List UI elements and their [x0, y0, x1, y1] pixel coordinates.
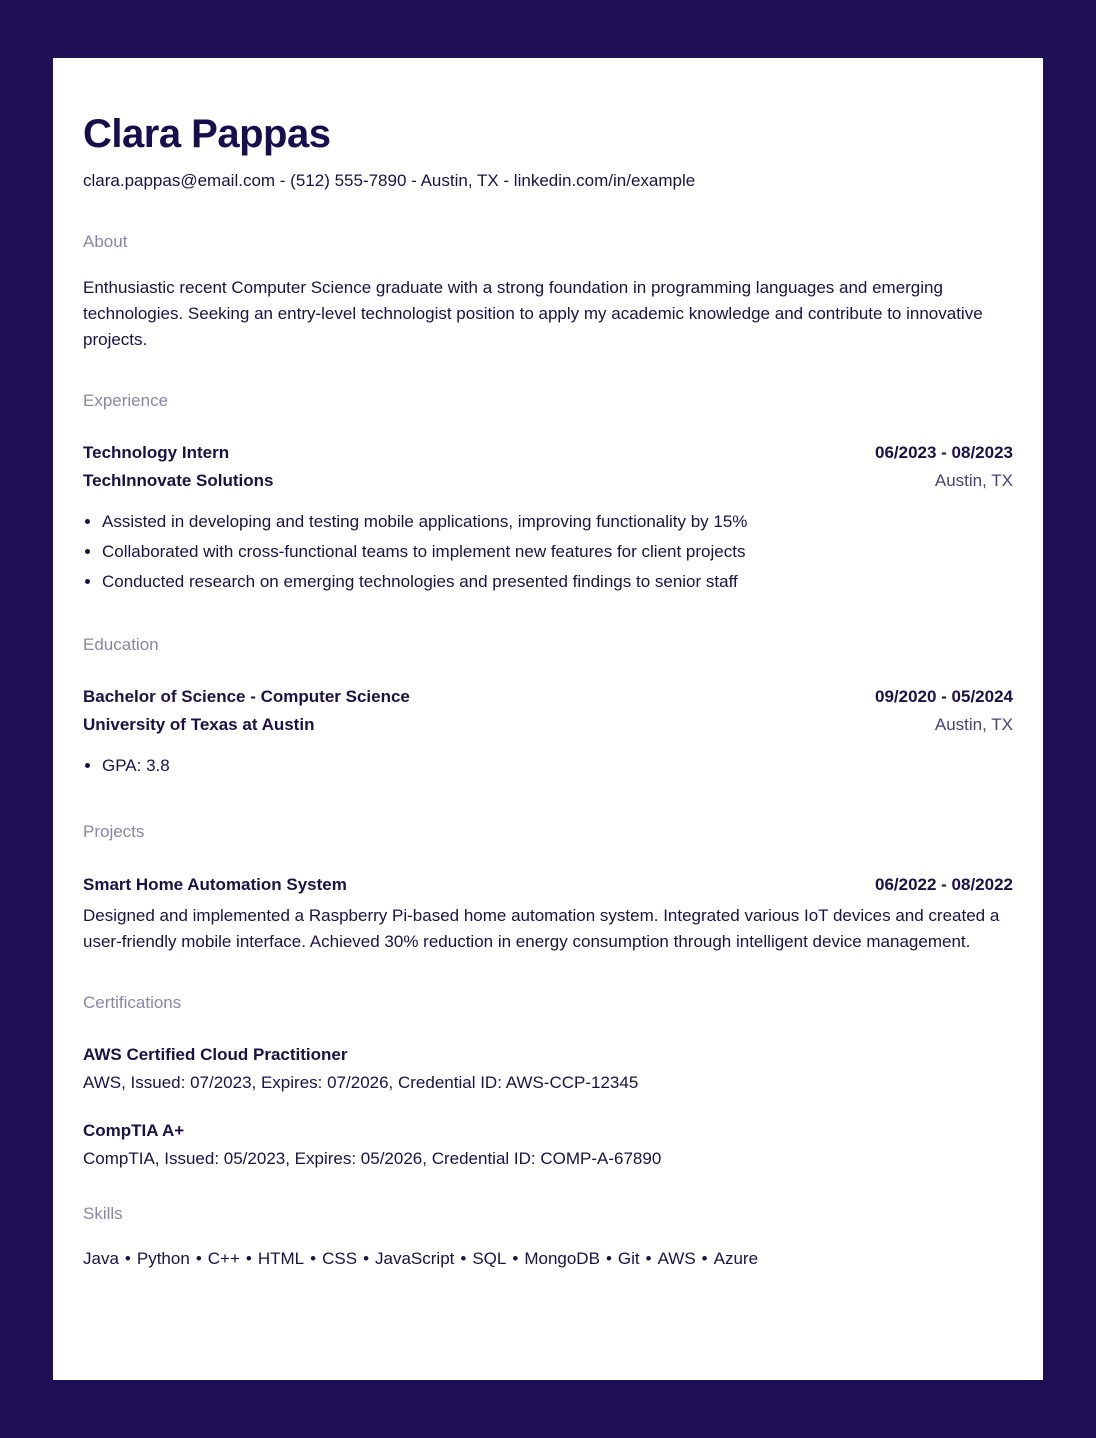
- experience-role: Technology Intern: [83, 443, 230, 462]
- project-description: Designed and implemented a Raspberry Pi-based home automation system. Integrated various IoT devices and created a user-friendly mobile interface. Achieved 30% reduction in energy consumption through intelligent device management.: [83, 906, 1000, 951]
- experience-entry-subheader: [83, 469, 1013, 493]
- certification-detail: AWS, Issued: 07/2023, Expires: 07/2026, Credential ID: AWS-CCP-12345: [83, 1073, 639, 1092]
- skill-separator: •: [245, 1249, 252, 1268]
- skills-list: [83, 1247, 1013, 1271]
- education-school: University of Texas at Austin: [83, 715, 315, 734]
- skill-item: Git: [617, 1249, 640, 1268]
- about-text: Enthusiastic recent Computer Science graduate with a strong foundation in programming languages and emerging technologies. Seeking an entry-level technologist position to apply my academic knowledge and contribute to innovative projects.: [83, 278, 983, 349]
- skill-separator: •: [363, 1249, 370, 1268]
- list-item: • Assisted in developing and testing mobile applications, improving functionality by 15%: [102, 507, 1013, 537]
- experience-entry-header: [83, 441, 1013, 465]
- skill-item: SQL: [472, 1249, 507, 1268]
- section-title-about: About: [83, 232, 128, 251]
- section-title-education: Education: [83, 635, 159, 654]
- section-title-experience: Experience: [83, 391, 169, 410]
- skill-item: Java: [83, 1249, 119, 1268]
- experience-dates: 06/2023 - 08/2023: [874, 443, 1013, 462]
- skill-separator: •: [195, 1249, 202, 1268]
- list-item: • GPA: 3.8: [102, 751, 1013, 781]
- skill-item: Python: [136, 1249, 190, 1268]
- project-entry-header: [83, 873, 1013, 897]
- candidate-name: Clara Pappas: [83, 112, 331, 156]
- skill-separator: •: [460, 1249, 467, 1268]
- resume-page: [53, 58, 1043, 1380]
- section-title-skills: Skills: [83, 1204, 123, 1223]
- education-dates: 09/2020 - 05/2024: [874, 687, 1013, 706]
- contact-line: clara.pappas@email.com - (512) 555-7890 - Austin, TX - linkedin.com/in/example: [83, 171, 696, 190]
- skill-item: JavaScript: [375, 1249, 455, 1268]
- skill-separator: •: [605, 1249, 612, 1268]
- certification-name: CompTIA A+: [83, 1121, 185, 1140]
- skill-separator: •: [645, 1249, 652, 1268]
- section-title-certifications: Certifications: [83, 993, 182, 1012]
- section-title-projects: Projects: [83, 822, 145, 841]
- skill-item: MongoDB: [524, 1249, 600, 1268]
- education-entry-header: [83, 685, 1013, 709]
- skill-separator: •: [512, 1249, 519, 1268]
- skill-item: CSS: [322, 1249, 358, 1268]
- skill-separator: •: [124, 1249, 131, 1268]
- education-entry-subheader: [83, 713, 1013, 737]
- project-dates: 06/2022 - 08/2022: [874, 875, 1013, 894]
- certification-name: AWS Certified Cloud Practitioner: [83, 1045, 348, 1064]
- skill-separator: •: [701, 1249, 708, 1268]
- skill-item: HTML: [257, 1249, 305, 1268]
- education-location: Austin, TX: [934, 715, 1013, 734]
- project-name: Smart Home Automation System: [83, 875, 347, 894]
- list-item: • Conducted research on emerging technologies and presented findings to senior staff: [102, 567, 1013, 597]
- certification-detail: CompTIA, Issued: 05/2023, Expires: 05/2026, Credential ID: COMP-A-67890: [83, 1149, 662, 1168]
- list-item: • Collaborated with cross-functional teams to implement new features for client projects: [102, 537, 1013, 567]
- education-degree: Bachelor of Science - Computer Science: [83, 687, 410, 706]
- skill-item: AWS: [657, 1249, 696, 1268]
- education-bullets: [83, 751, 1013, 781]
- skill-separator: •: [310, 1249, 317, 1268]
- experience-bullets: [83, 507, 1013, 597]
- skill-item: Azure: [713, 1249, 759, 1268]
- experience-company: TechInnovate Solutions: [83, 471, 274, 490]
- experience-location: Austin, TX: [934, 471, 1013, 490]
- skill-item: C++: [207, 1249, 240, 1268]
